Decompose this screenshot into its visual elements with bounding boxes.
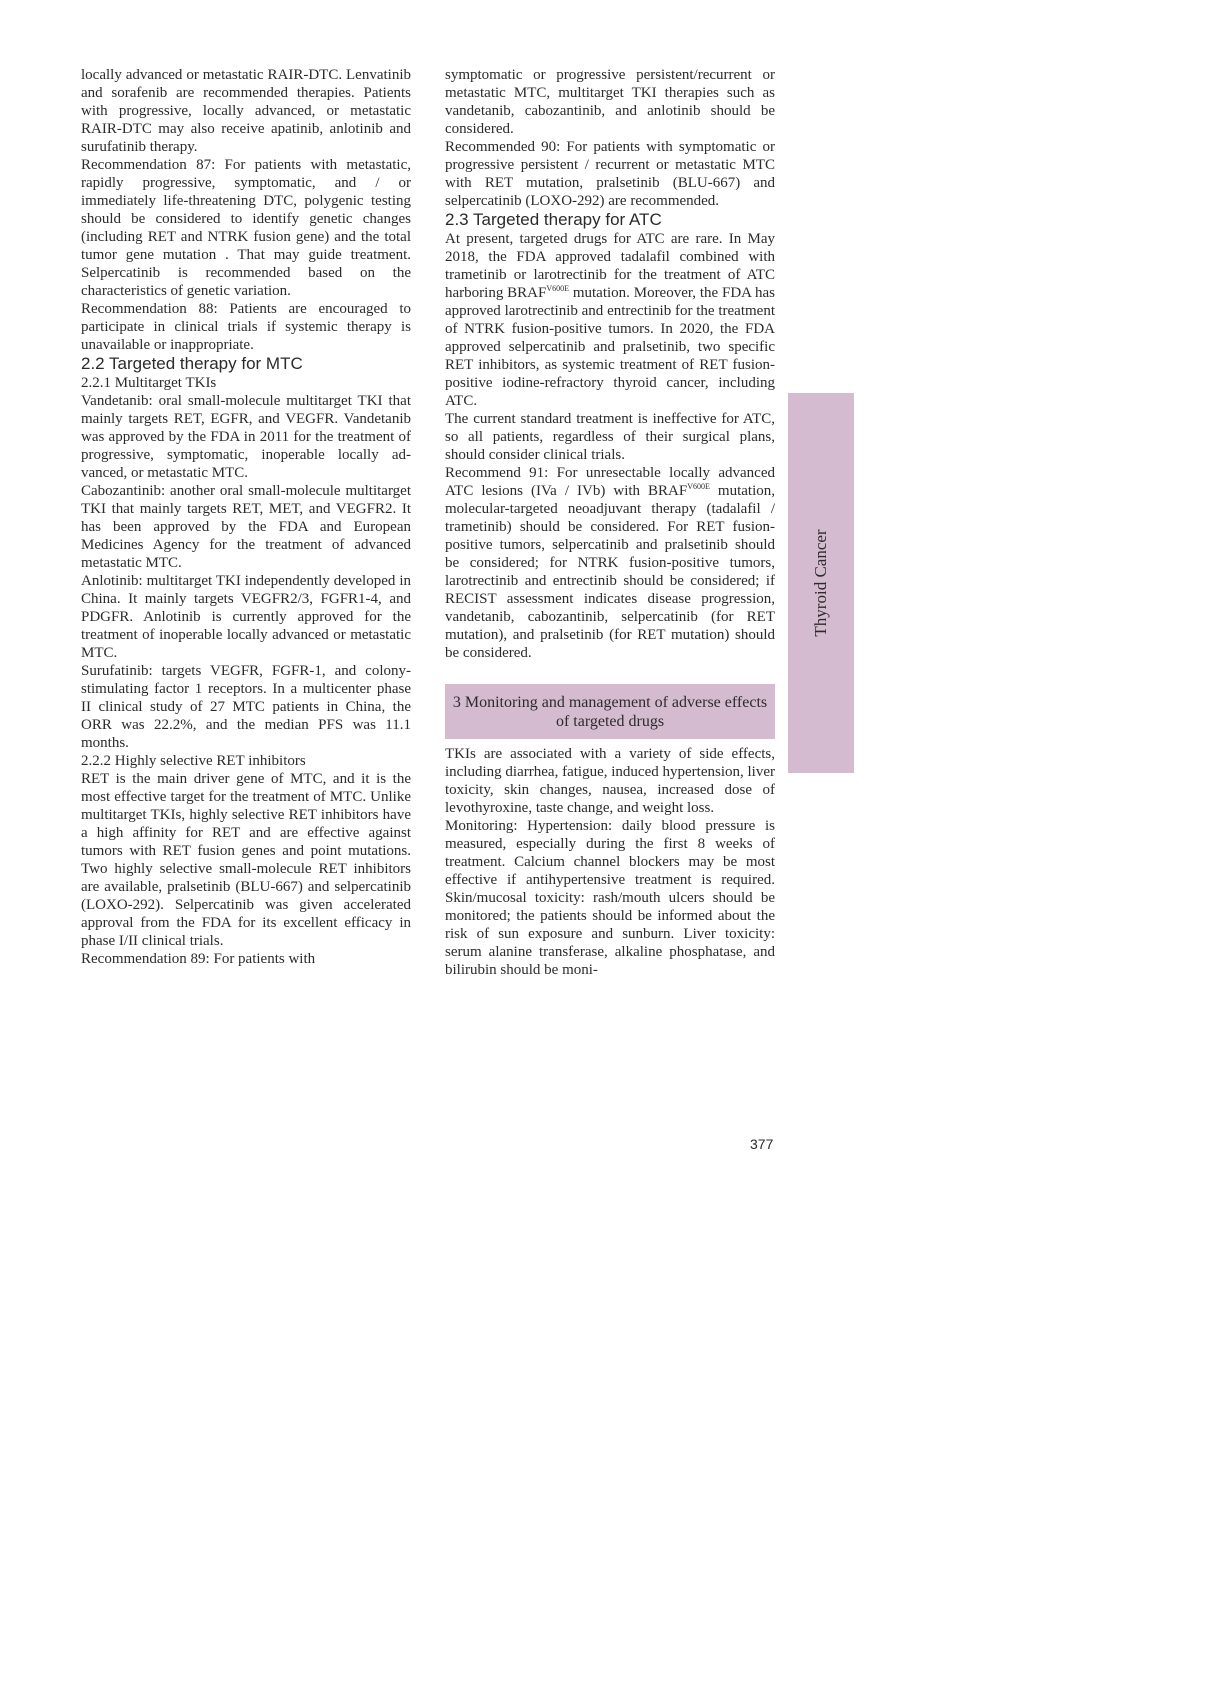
recommendation-87: Recommendation 87: For patients with metastatic, rapidly progressive, symptomatic, and / or immediately life-threatening DTC, polygenic testing should be considered to identify genetic changes (including RET and NTRK fusion gene) and the total tumor gene mutation . That may guide treatment. Selpercatinib is recommended based on the characteristics of genetic variation. — [81, 157, 411, 299]
ret-inhibitors-paragraph: RET is the main driver gene of MTC, and it is the most effective target for the treatment of MTC. Unlike multitarget TKIs, highly selective RET inhibitors have a high affinity for RET and are effective against tumors with RET fusion genes and point mutations. Two highly selective small-molecule RET inhibitors are available, pralsetinib (BLU-667) and selpercatinib (LOXO-292). Selpercatinib was given accelerated approval from the FDA for its excellent efficacy in phase I/II clinical trials. — [81, 771, 411, 949]
monitoring-paragraph: Monitoring: Hypertension: daily blood pressure is measured, especially during the first 8 weeks of treatment. Calcium channel blockers may be most effective if antihypertensive treatment is required. Skin/mucosal toxicity: rash/mouth ulcers should be monitored; the patients should be informed about the risk of sun exposure and sunburn. Liver toxicity: serum alanine transferase, alkaline phosphatase, and bilirubin should be moni- — [445, 818, 775, 978]
left-column — [81, 66, 411, 968]
recommendation-89: Recommendation 89: For patients with — [81, 951, 316, 967]
surufatinib-paragraph: Surufatinib: targets VEGFR, FGFR-1, and colony-stimulating factor 1 receptors. In a multicenter phase II clinical study of 27 MTC patients in China, the ORR was 22.2%, and the median PFS was 11.1 months. — [81, 663, 411, 751]
cabozantinib-paragraph: Cabozantinib: another oral small-molecule multitarget TKI that mainly targets RET, MET, and VEGFR2. It has been approved by the FDA and European Medicines Agency for the treatment of advanced metastatic MTC. — [81, 483, 411, 571]
section-banner-3: 3 Monitoring and management of adverse effects of targeted drugs — [445, 684, 775, 739]
subsection-heading-2-2-1: 2.2.1 Multitarget TKIs — [81, 375, 217, 391]
subsection-heading-2-2-2: 2.2.2 Highly selective RET inhibitors — [81, 753, 306, 769]
recommendation-90: Recommended 90: For patients with symptomatic or progressive persistent / recurrent or metastatic MTC with RET mutation, pralsetinib (BLU-667) and selpercatinib (LOXO-292) are recommended. — [445, 139, 775, 209]
recommendation-88: Recommendation 88: Patients are encouraged to participate in clinical trials if systemic therapy is unavailable or inappropriate. — [81, 301, 411, 353]
side-tab-label: Thyroid Cancer — [811, 529, 830, 637]
vandetanib-paragraph: Vandetanib: oral small-molecule multitarget TKI that mainly targets RET, EGFR, and VEGFR. Vandetanib was approved by the FDA in 2011 for the treatment of progressive, symptomatic, inoperable locally advanced, or metastatic MTC. — [81, 393, 411, 481]
side-effects-paragraph: TKIs are associated with a variety of side effects, including diarrhea, fatigue, induced hypertension, liver toxicity, skin changes, nausea, increased dose of levothyroxine, taste change, and weight loss. — [445, 746, 775, 816]
superscript: V600E — [546, 284, 569, 293]
paragraph: locally advanced or metastatic RAIR-DTC. Lenvatinib and sorafenib are recommended therapies. Patients with progressive, locally advanced, or metastatic RAIR-DTC may also receive apatinib, anlotinib and surufatinib therapy. — [81, 67, 411, 155]
section-heading-2-3: 2.3 Targeted therapy for ATC — [445, 210, 662, 229]
superscript: V600E — [687, 482, 710, 491]
text-run: At present, targeted drugs for ATC are rare. In May 2018, the FDA approved tadalafil combined with trametinib or larotrectinib for the treatment of ATC harboring BRAF — [445, 231, 775, 301]
paragraph: symptomatic or progressive persistent/recurrent or metastatic MTC, multitarget TKI therapies such as vandetanib, cabozantinib, and anlotinib should be considered. — [445, 67, 775, 137]
section-side-tab — [788, 393, 854, 773]
text-run: mutation, molecular-targeted neoadjuvant therapy (tadalafil / trametinib) should be considered. For RET fusion-positive tumors, selpercatinib and pralsetinib should be considered; for NTRK fusion-positive tumors, larotrectinib and entrectinib should be considered; if RECIST assessment indicates disease progression, vandetanib, cabozantinib, selpercatinib (for RET mutation), and pralsetinib (for RET mutation) should be considered. — [445, 483, 775, 661]
page-number: 377 — [750, 1136, 774, 1152]
recommendation-91 — [445, 464, 775, 662]
anlotinib-paragraph: Anlotinib: multitarget TKI independently developed in China. It mainly targets VEGFR2/3, FGFR1-4, and PDGFR. Anlotinib is currently approved for the treatment of inoperable locally advanced or metastatic MTC. — [81, 573, 411, 661]
section-heading-2-2: 2.2 Targeted therapy for MTC — [81, 354, 303, 373]
standard-treatment-paragraph: The current standard treatment is ineffective for ATC, so all patients, regardless of their surgical plans, should consider clinical trials. — [445, 411, 775, 463]
right-column — [445, 66, 775, 979]
text-run: mutation. Moreover, the FDA has approved larotrectinib and entrectinib for the treatment of NTRK fusion-positive tumors. In 2020, the FDA approved selpercatinib and pralsetinib, two specific RET inhibitors, as systemic treatment of RET fusion-positive iodine-refractory thyroid cancer, including ATC. — [445, 285, 775, 409]
text-run: Recommend 91: For unresectable locally advanced ATC lesions (IVa / IVb) with BRAF — [445, 465, 775, 499]
atc-paragraph — [445, 230, 775, 410]
